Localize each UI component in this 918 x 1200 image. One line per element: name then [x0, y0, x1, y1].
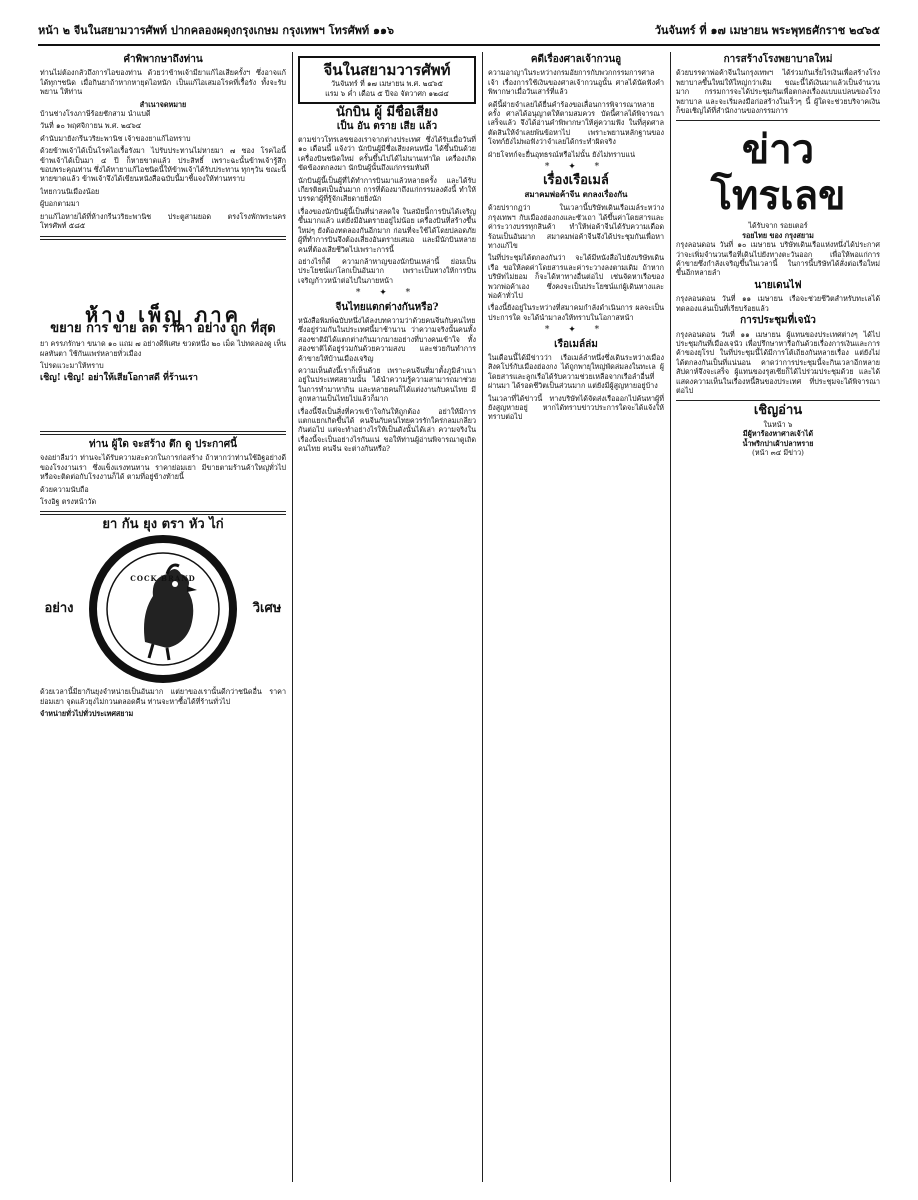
paper-name: จีนในสยามวารศัพท์	[323, 61, 451, 79]
call-1: ในหน้า ๖	[763, 419, 793, 429]
section2-p1: หนังสือพิมพ์ฉบับหนึ่งได้ลงบทความว่าด้วยคนจีนกับคนไทย ซึ่งอยู่ร่วมกันในประเทศนี้มาช้านาน ว่าความจริงนั้นคนทั้งสองชาติมิได้แตกต่างกันมากมายอย่างที่บางคนเข้าใจ ทั้งสองชาติได้อยู่ร่วมกันด้วยความสงบ และช่วยกันทำการค้าขายให้บ้านเมืองเจริญ	[298, 315, 476, 363]
col3-p7: ในเดือนนี้ได้มีข่าวว่า เรือเมล์ลำหนึ่งซึ่งเดินระหว่างเมืองสิงคโปร์กับเมืองฮ่องกง ได้ถูกพายุใหญ่พัดล่มลงในทะเล ผู้โดยสารและลูกเรือได้รับความช่วยเหลือจากเรือลำอื่นที่ผ่านมา ได้รอดชีวิตเป็นส่วนมาก แต่ยังมีผู้สูญหายอยู่บ้าง	[488, 352, 664, 391]
letter-text-2: คำนับมายังกรีนวริยะพานิช เจ้าของยาแก้ไอทราบ	[40, 133, 191, 143]
col4-title2: นายเดนไฟ	[754, 279, 802, 291]
col3-p1: ความอาญาในระหว่างกรมอัยการกับพวกกรรมการศาลเจ้า เรื่องการใช้เงินของศาลเจ้ากวนอูนั้น ศาลได้นัดฟังคำพิพากษาเมื่อวันเสาร์ที่แล้ว	[488, 68, 664, 97]
col3-title1: คดีเรื่องศาลเจ้ากวนอู	[530, 54, 622, 65]
col4-p4: กรุงลอนดอน วันที่ ๑๑ เมษายน ผู้แทนของประเทศต่างๆ ได้ไปประชุมกันที่เมืองเจนัว เพื่อปรึกษาหารือกันด้วยเรื่องการเงินและการค้าของยุโรป ในที่ประชุมนี้ได้มีการโต้เถียงกันหลายเรื่อง แต่ยังไม่ได้ตกลงกันเป็นที่แน่นอน คาดว่าการประชุมนี้จะกินเวลาอีกหลายสัปดาห์จึงจะเสร็จ ผู้แทนของรุสเซียก็ได้ไปร่วมประชุมด้วย และได้แสดงความเห็นในเรื่องหนี้สินของประเทศ ที่ประชุมจะได้พิจารณาต่อไป	[676, 329, 880, 395]
letter-footer: ยาแก้ไอหายได้ที่ห้างกรีนวริยะพานิช ประตูสามยอด ตรงโรงพักพระนคร โทรศัพท์ ๕๘๕	[40, 211, 286, 231]
notice-title: คำพิพากษาถึงท่าน	[123, 54, 203, 65]
ad3-footer: จำหน่ายทั่วไปทั่วประเทศสยาม	[40, 709, 134, 718]
ad3-left: อย่าง	[44, 601, 74, 617]
col3-title3: เรือเมล์ล่ม	[554, 338, 598, 350]
cock-brand-logo-icon	[83, 534, 243, 684]
notice-text: ท่านไม่ต้องกลัวถึงการไอของท่าน ด้วยว่าข้าพเจ้ามียาแก้ไอเสียครั้งฯ ซึ่งอาจแก้ได้ทุกฯชนิด เมื่อกินยาถ้าหากหายุดไอหนัก เป็นแก้ไอเสมอโรคที่เรื้อรัง ทั้งจะรับพยาน ให้ท่าน	[40, 68, 286, 97]
letter-date: วันที่ ๑๐ พฤศจิกายน พ.ศ. ๒๔๖๔	[40, 121, 142, 131]
col3-p8: ในเวลาที่ได้ข่าวนี้ ทางบริษัทได้จัดส่งเรือออกไปค้นหาผู้ที่ยังสูญหายอยู่ หากได้ทราบข่าวประการใดจะได้แจ้งให้ทราบต่อไป	[488, 393, 664, 422]
divider	[676, 120, 880, 121]
call-3: น้ำพริกปาเผ้าปลาทราย	[742, 438, 814, 448]
running-head-left: หน้า ๒ จีนในสยามวารศัพท์ ปากคลองผดุงกรุงเกษม กรุงเทพฯ โทรศัพท์ ๑๑๖	[38, 24, 394, 37]
dateline-2: แรม ๖ ค่ำ เดือน ๕ ปีจอ จัตวาศก ๑๒๘๔	[325, 88, 449, 98]
column-3	[488, 52, 664, 1182]
running-head-right: วันจันทร์ ที่ ๑๗ เมษายน พระพุทธศักราช ๒๔๖๕	[654, 24, 880, 37]
col4-p3: กรุงลอนดอน วันที่ ๑๑ เมษายน เรือจะช่วยชีวิตสำหรับทะเลได้ทดลองแล่นเป็นที่เรียบร้อยแล้ว	[676, 294, 880, 313]
article-p1: ตามข่าวโทรเลขของเราจากต่างประเทศ ซึ่งได้รับเมื่อวันที่ ๑๐ เดือนนี้ แจ้งว่า นักบินผู้มีชื่อเสียงคนหนึ่ง ได้ขึ้นบินด้วยเครื่องบินชนิดใหม่ ครั้นขึ้นไปได้ไม่นานเท่าใด เครื่องเกิดขัดข้องตกลงมา นักบินผู้นั้นถึงแก่กรรมทันที	[298, 135, 476, 173]
col3-p4: ด้วยปรากฏว่า ในเวลานี้บริษัทเดินเรือเมล์ระหว่างกรุงเทพฯ กับเมืองฮ่องกงและซัวเถา ได้ขึ้นค่าโดยสารและค่าระวางบรรทุกสินค้า ทำให้พ่อค้าจีนได้รับความเดือดร้อนเป็นอันมาก สมาคมพ่อค้าจีนจึงได้ประชุมกันเพื่อหาทางแก้ไข	[488, 203, 664, 250]
notice2-title: ท่าน ผู้ใด จะสร้าง ตึก ดู ประกาศนี้	[89, 438, 237, 450]
notice2-sign: ด้วยความนับถือ	[40, 484, 89, 494]
col3-title2: เรื่องเรือเมล์	[543, 173, 609, 189]
brand-label: COCK BRAND	[130, 573, 196, 583]
column-1	[40, 52, 286, 1182]
paper-box	[298, 56, 476, 104]
section2-p2: ความเห็นดังนี้เราก็เห็นด้วย เพราะคนจีนที่มาตั้งภูมิลำเนาอยู่ในประเทศสยามนั้น ได้นำความรู้ความสามารถมาช่วยในการทำมาหากิน และหลายคนก็ได้แต่งงานกับคนไทย มีลูกหลานเป็นไทยไปแล้วก็มาก	[298, 365, 476, 404]
ad3-right: วิเศษ	[252, 601, 282, 617]
brand-block	[40, 534, 286, 684]
subhead: เป็น อัน ตราย เสีย แล้ว	[336, 120, 438, 132]
letter-head: สำเนาจดหมาย	[139, 99, 187, 109]
star-divider: * ✦ *	[544, 162, 608, 173]
column-4	[676, 52, 880, 1182]
dateline: วันจันทร์ ที่ ๑๗ เมษายน พ.ศ. ๒๔๖๕	[331, 79, 443, 89]
telegram-sub-2: รอยไทย ของ กรุงสยาม	[742, 230, 814, 240]
divider	[40, 236, 286, 240]
ad-subtitle: ขยาย การ ขาย ลด ราคา อย่าง ถูก ที่สุด	[50, 320, 276, 336]
col4-p1: ด้วยบรรดาพ่อค้าจีนในกรุงเทพฯ ได้ร่วมกันเรี่ยไรเงินเพื่อสร้างโรงพยาบาลขึ้นใหม่ให้ใหญ่กว่าเดิม ขณะนี้ได้เงินมาแล้วเป็นจำนวนมาก กรรมการจะได้ประชุมกันเพื่อตกลงเรื่องแบบแปลนของโรงพยาบาล และจะเริ่มลงมือก่อสร้างในเร็วๆ นี้ ผู้ใดจะช่วยบริจาคเงินก็ขอเชิญได้ที่สำนักงานของกรรมการ	[676, 68, 880, 116]
divider	[40, 511, 286, 515]
section2-p3: เรื่องนี้จึงเป็นสิ่งที่ควรเข้าใจกันให้ถูกต้อง อย่าให้มีการแตกแยกเกิดขึ้นได้ คนจีนกับคนไทยควรรักใคร่กลมเกลียวกันต่อไป แต่จะทำอย่างไรให้เป็นดังนั้นได้เล่า ความจริงในเรื่องนี้จะเป็นอย่างไรกันแน่ ขอให้ท่านผู้อ่านพิจารณาดูเถิด คนไทย คนจีน จะต่างกันหรือ?	[298, 406, 476, 454]
letter-sign-2: ผู้บอกตามมา	[40, 199, 80, 209]
article-p4: อย่างไรก็ดี ความกล้าหาญของนักบินเหล่านี้ ย่อมเป็นประโยชน์แก่โลกเป็นอันมาก เพราะเป็นทางให้การบินเจริญก้าวหน้าต่อไปในภายหน้า	[298, 256, 476, 285]
notice2-sign-2: โรงอิฐ ตรงหน้าวัด	[40, 496, 97, 506]
column-rule	[292, 52, 293, 1182]
notice2-text: จงอย่าลืมว่า ท่านจะได้รับความสะดวกในการก่อสร้าง ถ้าหากว่าท่านใช้อิฐอย่างดีของโรงงานเรา ซึ่งแข็งแรงทนทาน ราคาย่อมเยา มีขายตามร้านค้าใหญ่ทั่วไป หรือจะติดต่อกับโรงงานก็ได้ ตามที่อยู่ข้างท้ายนี้	[40, 453, 286, 482]
col4-title3: การประชุมที่เจนัว	[740, 315, 816, 327]
ad-call: เชิญ! เชิญ! อย่าให้เสียโอกาสดี ที่ร้านเรา	[40, 372, 198, 383]
telegram-sub: ได้รับจาก รอยเตอร์	[748, 221, 808, 231]
article-p2: นักบินผู้นี้เป็นผู้ที่ได้ทำการบินมาแล้วหลายครั้ง และได้รับเกียรติยศเป็นอันมาก การที่ต้องมาถึงแก่กรรมลงดังนี้ ทำให้บรรดาผู้ที่รู้จักเสียดายยิ่งนัก	[298, 175, 476, 204]
call-4: (หน้า ๓๔ มีข่าว)	[752, 447, 804, 457]
ad3-text: ด้วยเวลานี้มียากันยุงจำหน่ายเป็นอันมาก แต่ยาของเรานั้นดีกว่าชนิดอื่น ราคาย่อมเยา จุดแล้วยุงไม่กวนตลอดคืน ท่านจะหาซื้อได้ที่ร้านทั่วไป	[40, 687, 286, 706]
article-p3: เรื่องของนักบินผู้นี้เป็นที่น่าสลดใจ ในสมัยนี้การบินได้เจริญขึ้นมากแล้ว แต่ยังมีอันตรายอยู่ไม่น้อย เครื่องบินที่สร้างขึ้นใหม่ๆ ยังต้องทดลองกันอีกมาก ก่อนที่จะใช้ได้โดยปลอดภัย ผู้ที่ทำการบินจึงต้องเสี่ยงอันตรายเสมอ และมีนักบินหลายคนที่ต้องเสียชีวิตไปเพราะการนี้	[298, 206, 476, 254]
star-divider: * ✦ *	[544, 325, 608, 336]
header-rule	[38, 44, 880, 46]
headline: นักบิน ผู้ มีชื่อเสียง	[335, 105, 439, 121]
col4-p2: กรุงลอนดอน วันที่ ๑๐ เมษายน บริษัทเดินเรือแห่งหนึ่งได้ประกาศว่าจะเพิ่มจำนวนเรือที่เดินไปยังทางตะวันออก เพื่อให้พอแก่การค้าขายซึ่งกำลังเจริญขึ้นในเวลานี้ ในการนี้บริษัทได้สั่งต่อเรือใหม่ขึ้นอีกหลายลำ	[676, 240, 880, 278]
ad-text: ยา ครรภรักษา ขนาด ๑๐ แถม ๗ อย่างดีพิเศษ ขวดหนึ่ง ๒๐ เม็ด ไปทดลองดู เห็นผลทันตา ใช้กันแพร่หลายทั่วเมือง	[40, 339, 286, 358]
column-rule	[670, 52, 671, 1182]
ad-title: ห้าง เพ็ญ ภาค	[85, 302, 241, 327]
ad3-title: ยา กัน ยุง ตรา หัว ไก่	[102, 517, 224, 533]
letter-body: ด้วยข้าพเจ้าได้เป็นโรคไอเรื้อรังมา ไปรับประทานไม่หายมา ๗ ซอง โรคไอนี้ข้าพเจ้าได้เป็นมา ๔ ปี ก็หายขาดแล้ว ประสิทธิ์ เพราะฉะนั้นข้าพเจ้ารู้สึกขอบพระคุณท่าน ซึ่งได้หายาแก้ไอชนิดนี้ให้ข้าพเจ้าได้รับประทาน ทุกๆวัน ขณะนี้หายขาดแล้ว ข้าพเจ้าจึงได้เขียนหนังสือฉบับนี้มาชี้แจงให้ท่านทราบ	[40, 146, 286, 184]
column-rule	[482, 52, 483, 1182]
divider	[676, 400, 880, 401]
col3-p5: ในที่ประชุมได้ตกลงกันว่า จะได้มีหนังสือไปยังบริษัทเดินเรือ ขอให้ลดค่าโดยสารและค่าระวางลงตามเดิม ถ้าหากบริษัทไม่ยอม ก็จะได้หาทางอื่นต่อไป เช่นจัดหาเรือของพวกพ่อค้าเอง ซึ่งคงจะเป็นประโยชน์แก่ผู้เดินทางและพ่อค้าทั่วไป	[488, 253, 664, 300]
col3-title2-sub: สมาคมพ่อค้าจีน ตกลงเรื่องกัน	[524, 188, 628, 199]
col3-p6: เรื่องนี้ยังอยู่ในระหว่างที่สมาคมกำลังดำเนินการ ผลจะเป็นประการใด จะได้นำมาลงให้ทราบในโอกาสหน้า	[488, 303, 664, 322]
column-2	[298, 52, 476, 1182]
telegram-masthead: ข่าวโทรเลข	[710, 126, 846, 220]
col4-title1: การสร้างโรงพยาบาลใหม่	[723, 54, 833, 65]
star-divider: * ✦ *	[355, 288, 419, 299]
ad-note: โปรดแวะมาให้ทราบ	[40, 361, 104, 371]
call-2: มีผู้หาร้องหาศาลเจ้าได้	[742, 429, 814, 439]
running-head	[38, 18, 880, 42]
letter-sign: ไทยกวนนิเมืองน้อย	[40, 186, 100, 196]
divider	[40, 431, 286, 435]
section2-title: จีนไทยแตกต่างกันหรือ?	[335, 301, 439, 313]
call-head: เชิญอ่าน	[753, 403, 803, 419]
col3-p3: ฝ่ายโจทก์จะยื่นอุทธรณ์หรือไม่นั้น ยังไม่ทราบแน่	[488, 149, 635, 159]
letter-text-1: บ้านช่างโรงภาษีร้อยชักสาม นำแบดี	[40, 109, 151, 119]
col3-p2: คดีนี้ฝ่ายจำเลยได้ยื่นคำร้องขอเลื่อนการพิจารณาหลายครั้ง ศาลได้อนุญาตให้ตามสมควร บัดนี้ศาลได้พิจารณาเสร็จแล้ว จึงได้อ่านคำพิพากษาให้คู่ความฟัง ในที่สุดศาลตัดสินให้จำเลยพ้นข้อหาไป เพราะพยานหลักฐานของโจทก์ยังไม่พอฟังว่าจำเลยได้กระทำผิดจริง	[488, 99, 664, 147]
